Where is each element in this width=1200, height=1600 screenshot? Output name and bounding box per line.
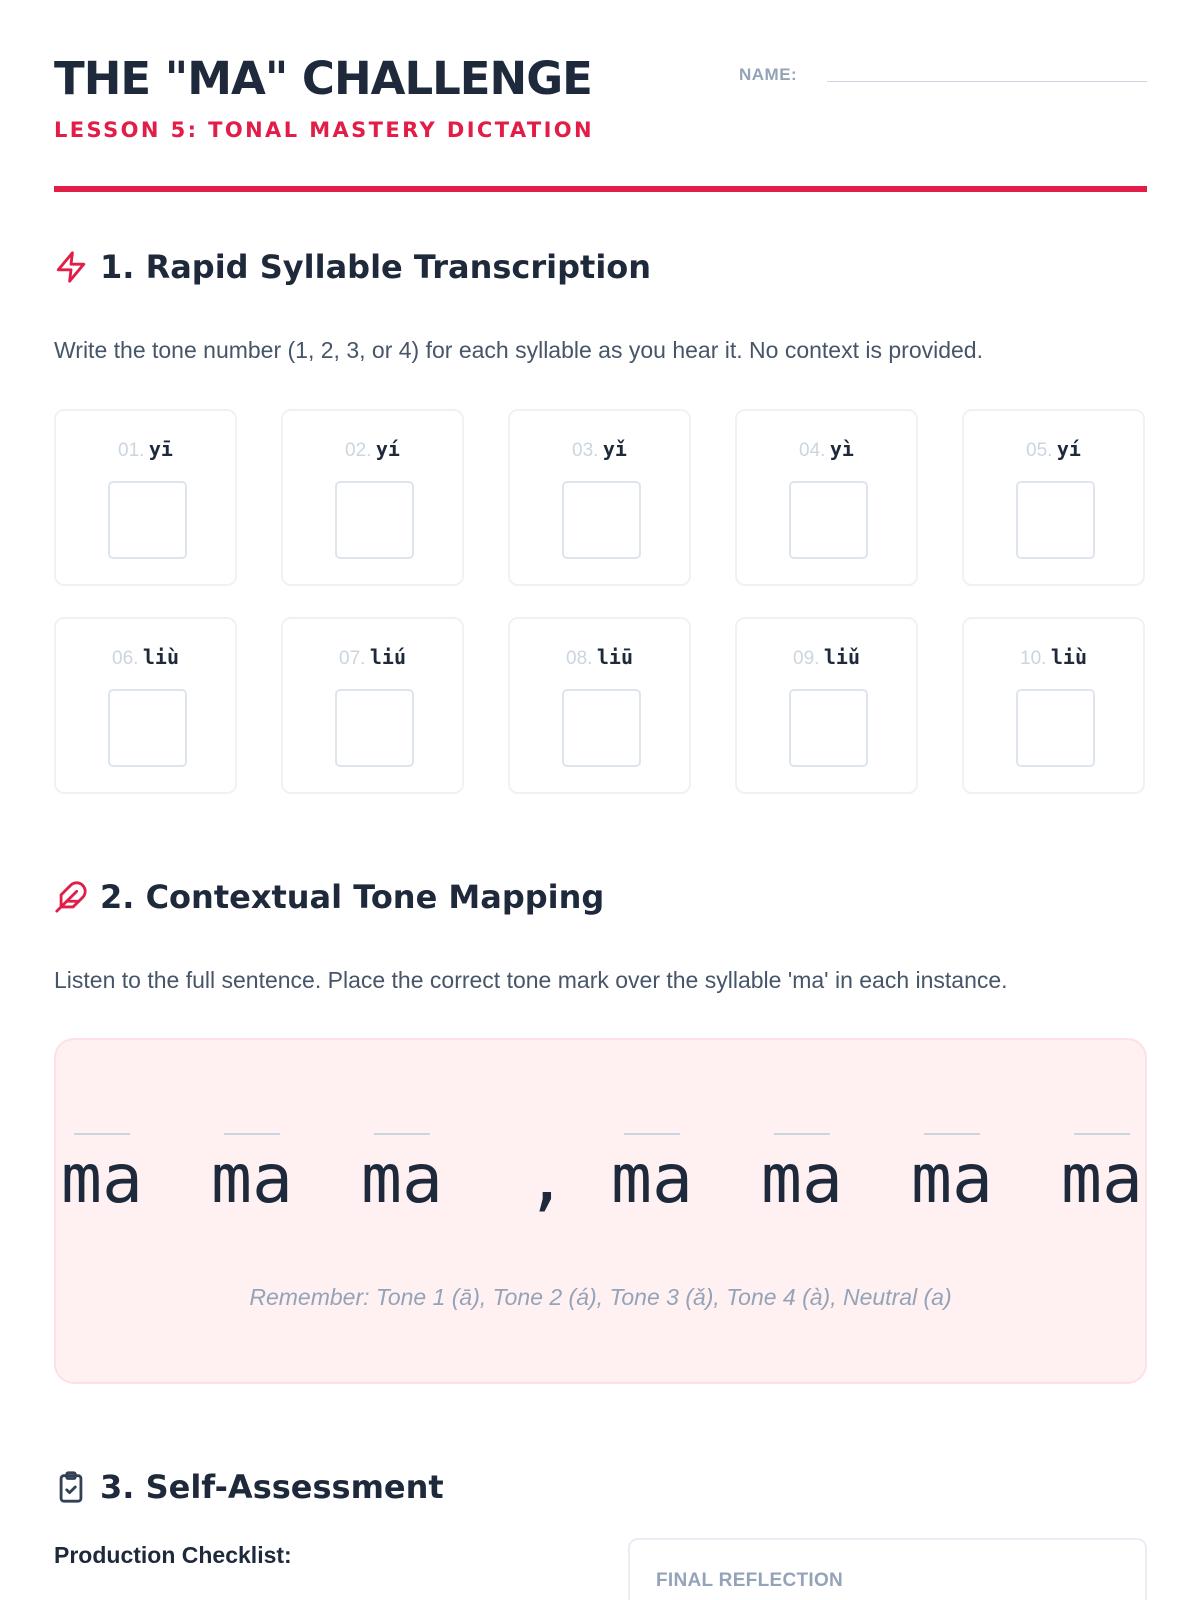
tone-reminder: Remember: Tone 1 (ā), Tone 2 (á), Tone 3 (ǎ), Tone 4 (à), Neutral (a) (249, 1284, 952, 1310)
syllable-card (962, 409, 1145, 586)
tone-answer-box[interactable] (108, 689, 187, 767)
tone-mark-slot[interactable] (624, 1133, 680, 1135)
syllable-card (508, 409, 691, 586)
section-1-heading (54, 248, 651, 286)
item-number: 02. (345, 440, 372, 461)
feather-icon (54, 880, 88, 914)
syllable-text: yí (1056, 437, 1081, 461)
syllable-card (281, 409, 464, 586)
section-2-heading (54, 878, 604, 916)
syllable-label (510, 645, 689, 670)
tone-mark-slot[interactable] (224, 1133, 280, 1135)
tone-mark-slot[interactable] (1074, 1133, 1130, 1135)
tone-mark-slot[interactable] (924, 1133, 980, 1135)
syllable-card (54, 409, 237, 586)
tone-answer-box[interactable] (789, 481, 868, 559)
ma-sentence (0, 1118, 1200, 1228)
syllable-card (508, 617, 691, 794)
ma-text: ma (611, 1140, 693, 1219)
final-reflection-box[interactable] (628, 1538, 1147, 1600)
ma-text: ma (761, 1140, 843, 1219)
syllable-label (56, 645, 235, 670)
worksheet-page (54, 0, 1147, 1600)
syllable-text: liǔ (823, 645, 860, 669)
tone-mark-slot[interactable] (74, 1133, 130, 1135)
item-number: 03. (572, 440, 599, 461)
item-number: 07. (339, 648, 366, 669)
section-3-title: 3. Self-Assessment (100, 1468, 444, 1506)
syllable-card (735, 617, 918, 794)
tone-answer-box[interactable] (335, 689, 414, 767)
section-1-title: 1. Rapid Syllable Transcription (100, 248, 652, 286)
tone-answer-box[interactable] (562, 481, 641, 559)
section-3-heading (54, 1468, 444, 1506)
section-1-instruction: Write the tone number (1, 2, 3, or 4) for each syllable as you hear it. No context is provided. (54, 337, 983, 363)
name-field[interactable] (827, 81, 1147, 82)
tone-mark-slot[interactable] (374, 1133, 430, 1135)
syllable-card (962, 617, 1145, 794)
ma-text (0, 1140, 12, 1219)
syllable-text: liù (142, 645, 179, 669)
ma-text: ma (211, 1140, 293, 1219)
item-number: 06. (112, 648, 139, 669)
sentence-comma: , (526, 1140, 567, 1219)
syllable-label (737, 645, 916, 670)
syllable-card (281, 617, 464, 794)
syllable-text: liū (596, 645, 633, 669)
syllable-text: liú (369, 645, 406, 669)
page-subtitle: LESSON 5: TONAL MASTERY DICTATION (54, 118, 595, 142)
lightning-icon (54, 250, 88, 284)
syllable-text: yǐ (602, 437, 627, 461)
page-title: THE "MA" CHALLENGE (54, 52, 592, 105)
syllable-label (510, 437, 689, 462)
final-reflection-label: FINAL REFLECTION (656, 1570, 844, 1591)
section-2-instruction: Listen to the full sentence. Place the correct tone mark over the syllable 'ma' in each instance. (54, 967, 1008, 993)
ma-text: ma (911, 1140, 993, 1219)
clipboard-check-icon (54, 1470, 88, 1504)
syllable-text: yí (375, 437, 400, 461)
syllable-label (737, 437, 916, 462)
syllable-card (54, 617, 237, 794)
syllable-label (283, 645, 462, 670)
syllable-text: yī (148, 437, 173, 461)
tone-answer-box[interactable] (335, 481, 414, 559)
item-number: 05. (1026, 440, 1053, 461)
tone-answer-box[interactable] (108, 481, 187, 559)
header-divider (54, 186, 1147, 192)
item-number: 09. (793, 648, 820, 669)
syllable-label (56, 437, 235, 462)
tone-answer-box[interactable] (1016, 481, 1095, 559)
production-checklist-label: Production Checklist: (54, 1542, 292, 1568)
item-number: 04. (799, 440, 826, 461)
section-2-title: 2. Contextual Tone Mapping (100, 878, 605, 916)
ma-text: ma (61, 1140, 143, 1219)
syllable-text: yì (829, 437, 854, 461)
syllable-text: liù (1050, 645, 1087, 669)
ma-text: ma (1061, 1140, 1143, 1219)
syllable-label (964, 437, 1143, 462)
tone-answer-box[interactable] (789, 689, 868, 767)
syllable-label (283, 437, 462, 462)
syllable-label (964, 645, 1143, 670)
name-label: NAME: (739, 65, 798, 84)
item-number: 10. (1020, 648, 1047, 669)
ma-text: ma (361, 1140, 443, 1219)
syllable-card (735, 409, 918, 586)
item-number: 01. (118, 440, 145, 461)
tone-mark-slot[interactable] (774, 1133, 830, 1135)
tone-answer-box[interactable] (562, 689, 641, 767)
item-number: 08. (566, 648, 593, 669)
tone-answer-box[interactable] (1016, 689, 1095, 767)
